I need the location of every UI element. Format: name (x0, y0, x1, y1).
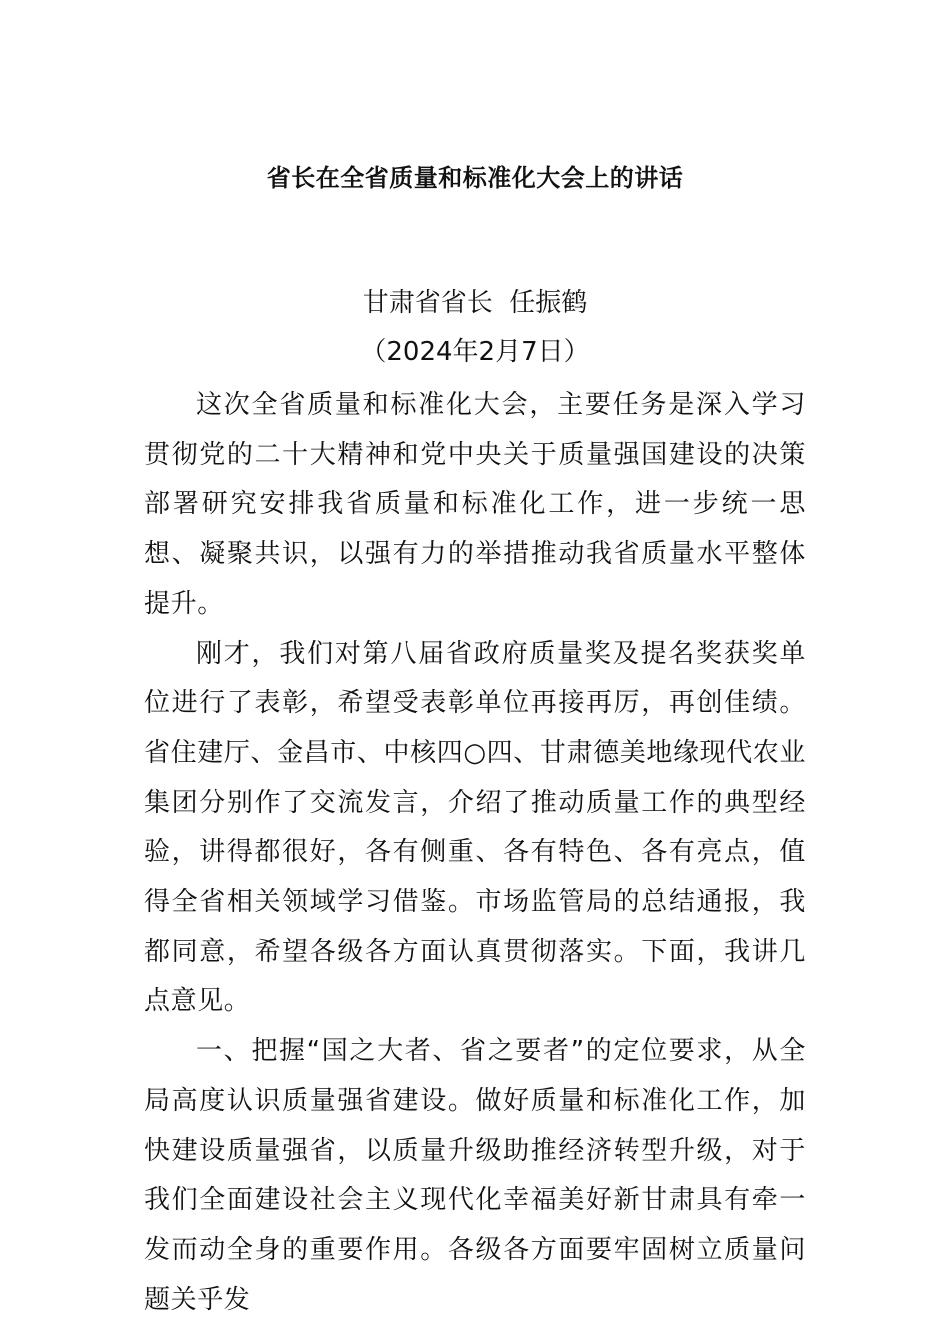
paragraph-intro: 这次全省质量和标准化大会，主要任务是深入学习贯彻党的二十大精神和党中央关于质量强国建设的决策部署研究安排我省质量和标准化工作，进一步统一思想、凝聚共识，以强有力的举措推动我省质量水平整体提升。 (144, 390, 806, 619)
document-author: 甘肃省省长 任振鹤 (362, 288, 588, 318)
paragraph-section-one: 一、把握“国之大者、省之要者”的定位要求，从全局高度认识质量强省建设。做好质量和标准化工作，加快建设质量强省，以质量升级助推经济转型升级，对于我们全面建设社会主义现代化幸福美好新甘肃具有牵一发而动全身的重要作用。各级各方面要牢固树立质量问题关乎发 (144, 1036, 806, 1315)
document-date: （2024年2月7日） (360, 337, 590, 367)
document-body (144, 381, 806, 1325)
paragraph-commendation: 刚才，我们对第八届省政府质量奖及提名奖获奖单位进行了表彰，希望受表彰单位再接再厉，再创佳绩。省住建厅、金昌市、中核四○四、甘肃德美地缘现代农业集团分别作了交流发言，介绍了推动质量工作的典型经验，讲得都很好，各有侧重、各有特色、各有亮点，值得全省相关领域学习借鉴。市场监管局的总结通报，我都同意，希望各级各方面认真贯彻落实。下面，我讲几点意见。 (144, 638, 806, 1017)
document-title: 省长在全省质量和标准化大会上的讲话 (266, 164, 684, 192)
